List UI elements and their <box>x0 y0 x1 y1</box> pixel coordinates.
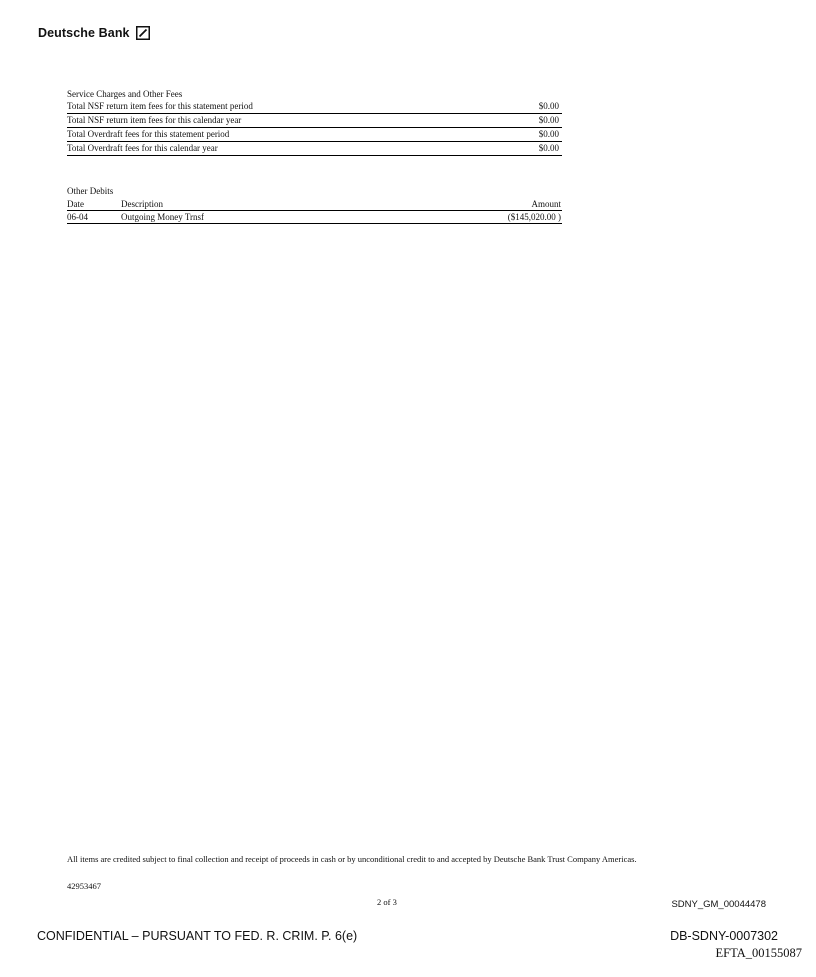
deutsche-bank-logo-icon <box>136 26 150 40</box>
fee-label: Total NSF return item fees for this statement period <box>67 101 253 111</box>
bates-number-gm: SDNY_GM_00044478 <box>671 899 766 910</box>
debits-header-row <box>67 198 562 211</box>
bates-number-db: DB-SDNY-0007302 <box>670 929 778 943</box>
fee-row <box>67 114 562 128</box>
page-number: 2 of 3 <box>377 897 397 907</box>
fee-amount: $0.00 <box>538 115 559 125</box>
confidentiality-notice: CONFIDENTIAL – PURSUANT TO FED. R. CRIM. P. 6(e) <box>37 929 358 943</box>
service-charges-section <box>67 88 562 156</box>
debit-date: 06-04 <box>67 212 88 222</box>
service-charges-title: Service Charges and Other Fees <box>67 89 183 99</box>
other-debits-title: Other Debits <box>67 186 114 196</box>
fee-label: Total NSF return item fees for this calendar year <box>67 115 242 125</box>
efta-number: EFTA_00155087 <box>715 946 802 960</box>
fee-label: Total Overdraft fees for this calendar year <box>67 143 218 153</box>
description-column-header: Description <box>121 199 163 209</box>
debit-row <box>67 211 562 224</box>
fee-amount: $0.00 <box>538 129 559 139</box>
fee-amount: $0.00 <box>538 143 559 153</box>
date-column-header: Date <box>67 199 84 209</box>
fee-row <box>67 128 562 142</box>
brand-logo <box>38 26 150 40</box>
amount-column-header: Amount <box>531 199 561 209</box>
debit-description: Outgoing Money Trnsf <box>121 212 205 222</box>
brand-name: Deutsche Bank <box>38 26 130 40</box>
debit-amount: ($145,020.00 ) <box>507 212 561 222</box>
fee-row <box>67 142 562 156</box>
fee-row <box>67 100 562 114</box>
fee-amount: $0.00 <box>538 101 559 111</box>
legal-disclaimer: All items are credited subject to final collection and receipt of proceeds in cash or by unconditional credit to and accepted by Deutsche Bank Trust Company Americas. <box>67 854 637 864</box>
fee-label: Total Overdraft fees for this statement period <box>67 129 230 139</box>
account-number: 42953467 <box>67 881 101 891</box>
other-debits-section <box>67 185 562 224</box>
